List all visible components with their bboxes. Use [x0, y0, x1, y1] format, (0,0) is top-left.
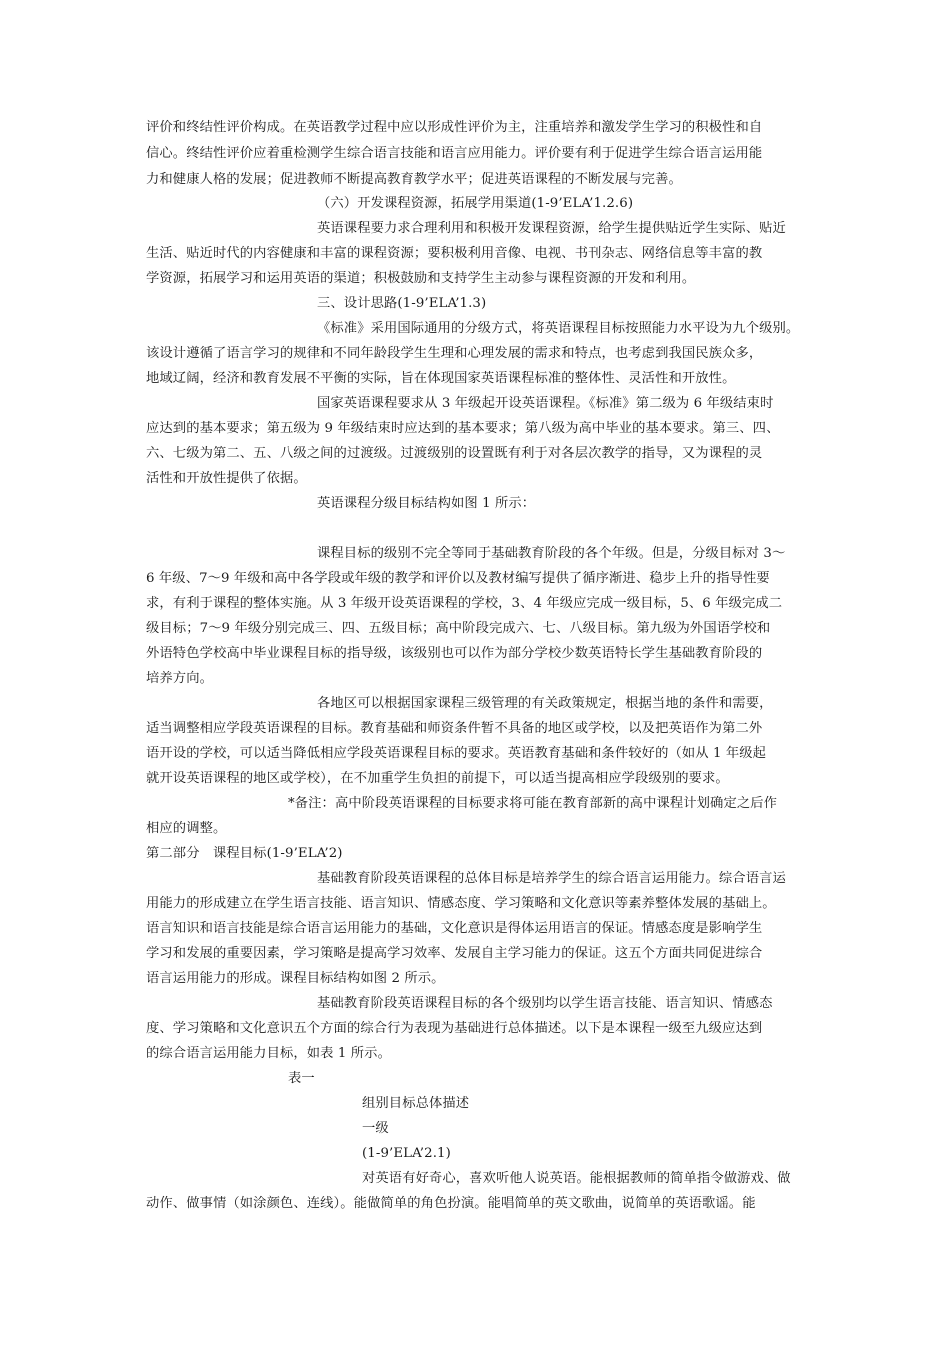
- table-cell-description: 动作、做事情（如涂颜色、连线）。能做简单的角色扮演。能唱简单的英文歌曲，说简单的英语歌谣。能: [146, 1196, 756, 1211]
- text-line: 语言运用能力的形成。课程目标结构如图 2 所示。: [146, 971, 445, 986]
- text-line: 用能力的形成建立在学生语言技能、语言知识、情感态度、学习策略和文化意识等素养整体发展的基础上。: [146, 896, 776, 911]
- text-line: 级目标；7～9 年级分别完成三、四、五级目标；高中阶段完成六、七、八级目标。第九级为外国语学校和: [146, 621, 771, 636]
- text-line: 求，有利于课程的整体实施。从 3 年级开设英语课程的学校，3、4 年级应完成一级目标，5、6 年级完成二: [146, 596, 783, 611]
- text-line: 6 年级、7～9 年级和高中各学段或年级的教学和评价以及教材编写提供了循序渐进、稳步上升的指导性要: [146, 571, 770, 586]
- text-line: 语言知识和语言技能是综合语言运用能力的基础，文化意识是得体运用语言的保证。情感态度是影响学生: [146, 921, 763, 936]
- text-line: 评价和终结性评价构成。在英语教学过程中应以形成性评价为主，注重培养和激发学生学习的积极性和自: [146, 120, 763, 135]
- text-line: 适当调整相应学段英语课程的目标。教育基础和师资条件暂不具备的地区或学校，以及把英语作为第二外: [146, 721, 763, 736]
- text-line: 活性和开放性提供了依据。: [146, 471, 307, 486]
- note-line: *备注：高中阶段英语课程的目标要求将可能在教育部新的高中课程计划确定之后作: [288, 796, 778, 811]
- text-line: 的综合语言运用能力目标，如表 1 所示。: [146, 1046, 391, 1061]
- table-cell-level: 一级: [362, 1121, 389, 1136]
- text-line: 六、七级为第二、五、八级之间的过渡级。过渡级别的设置既有利于对各层次教学的指导，又为课程的灵: [146, 446, 763, 461]
- text-line: 力和健康人格的发展；促进教师不断提高教育教学水平；促进英语课程的不断发展与完善。: [146, 172, 682, 187]
- text-line: 信心。终结性评价应着重检测学生综合语言技能和语言应用能力。评价要有利于促进学生综合语言运用能: [146, 146, 763, 161]
- text-line: 英语课程要力求合理利用和积极开发课程资源，给学生提供贴近学生实际、贴近: [317, 221, 786, 236]
- text-line: 生活、贴近时代的内容健康和丰富的课程资源；要积极利用音像、电视、书刊杂志、网络信息等丰富的教: [146, 246, 763, 261]
- section-heading: 三、设计思路(1-9’ELA’1.3): [317, 296, 487, 311]
- part-heading: 第二部分 课程目标(1-9’ELA’2): [146, 846, 343, 861]
- text-line: 学习和发展的重要因素，学习策略是提高学习效率、发展自主学习能力的保证。这五个方面共同促进综合: [146, 946, 763, 961]
- section-heading: （六）开发课程资源，拓展学用渠道(1-9’ELA’1.2.6): [317, 196, 634, 211]
- table-cell-code: (1-9’ELA’2.1): [362, 1146, 451, 1161]
- text-line: 各地区可以根据国家课程三级管理的有关政策规定，根据当地的条件和需要，: [317, 696, 773, 711]
- table-caption: 表一: [288, 1071, 315, 1086]
- text-line: 语开设的学校，可以适当降低相应学段英语课程目标的要求。英语教育基础和条件较好的（如从 1 年级起: [146, 746, 767, 761]
- text-line: 基础教育阶段英语课程目标的各个级别均以学生语言技能、语言知识、情感态: [317, 996, 773, 1011]
- text-line: 就开设英语课程的地区或学校），在不加重学生负担的前提下，可以适当提高相应学段级别的要求。: [146, 771, 729, 786]
- table-header: 组别目标总体描述: [362, 1096, 470, 1111]
- table-cell-description: 对英语有好奇心，喜欢听他人说英语。能根据教师的简单指令做游戏、做: [362, 1171, 791, 1186]
- text-line: 课程目标的级别不完全等同于基础教育阶段的各个年级。但是，分级目标对 3～: [317, 546, 786, 561]
- text-line: 度、学习策略和文化意识五个方面的综合行为表现为基础进行总体描述。以下是本课程一级至九级应达到: [146, 1021, 763, 1036]
- text-line: 国家英语课程要求从 3 年级起开设英语课程。《标准》第二级为 6 年级结束时: [317, 396, 774, 411]
- text-line: 基础教育阶段英语课程的总体目标是培养学生的综合语言运用能力。综合语言运: [317, 871, 786, 886]
- text-line: 地域辽阔，经济和教育发展不平衡的实际，旨在体现国家英语课程标准的整体性、灵活性和开放性。: [146, 371, 736, 386]
- text-line: 外语特色学校高中毕业课程目标的指导级，该级别也可以作为部分学校少数英语特长学生基础教育阶段的: [146, 646, 763, 661]
- text-line: 英语课程分级目标结构如图 1 所示：: [317, 496, 536, 511]
- text-line: 应达到的基本要求；第五级为 9 年级结束时应达到的基本要求；第八级为高中毕业的基本要求。第三、四、: [146, 421, 780, 436]
- note-line: 相应的调整。: [146, 821, 227, 836]
- text-line: 《标准》采用国际通用的分级方式，将英语课程目标按照能力水平设为九个级别。: [317, 321, 800, 336]
- text-line: 培养方向。: [146, 671, 213, 686]
- text-line: 学资源，拓展学习和运用英语的渠道；积极鼓励和支持学生主动参与课程资源的开发和利用。: [146, 271, 696, 286]
- text-line: 该设计遵循了语言学习的规律和不同年龄段学生生理和心理发展的需求和特点，也考虑到我国民族众多，: [146, 346, 763, 361]
